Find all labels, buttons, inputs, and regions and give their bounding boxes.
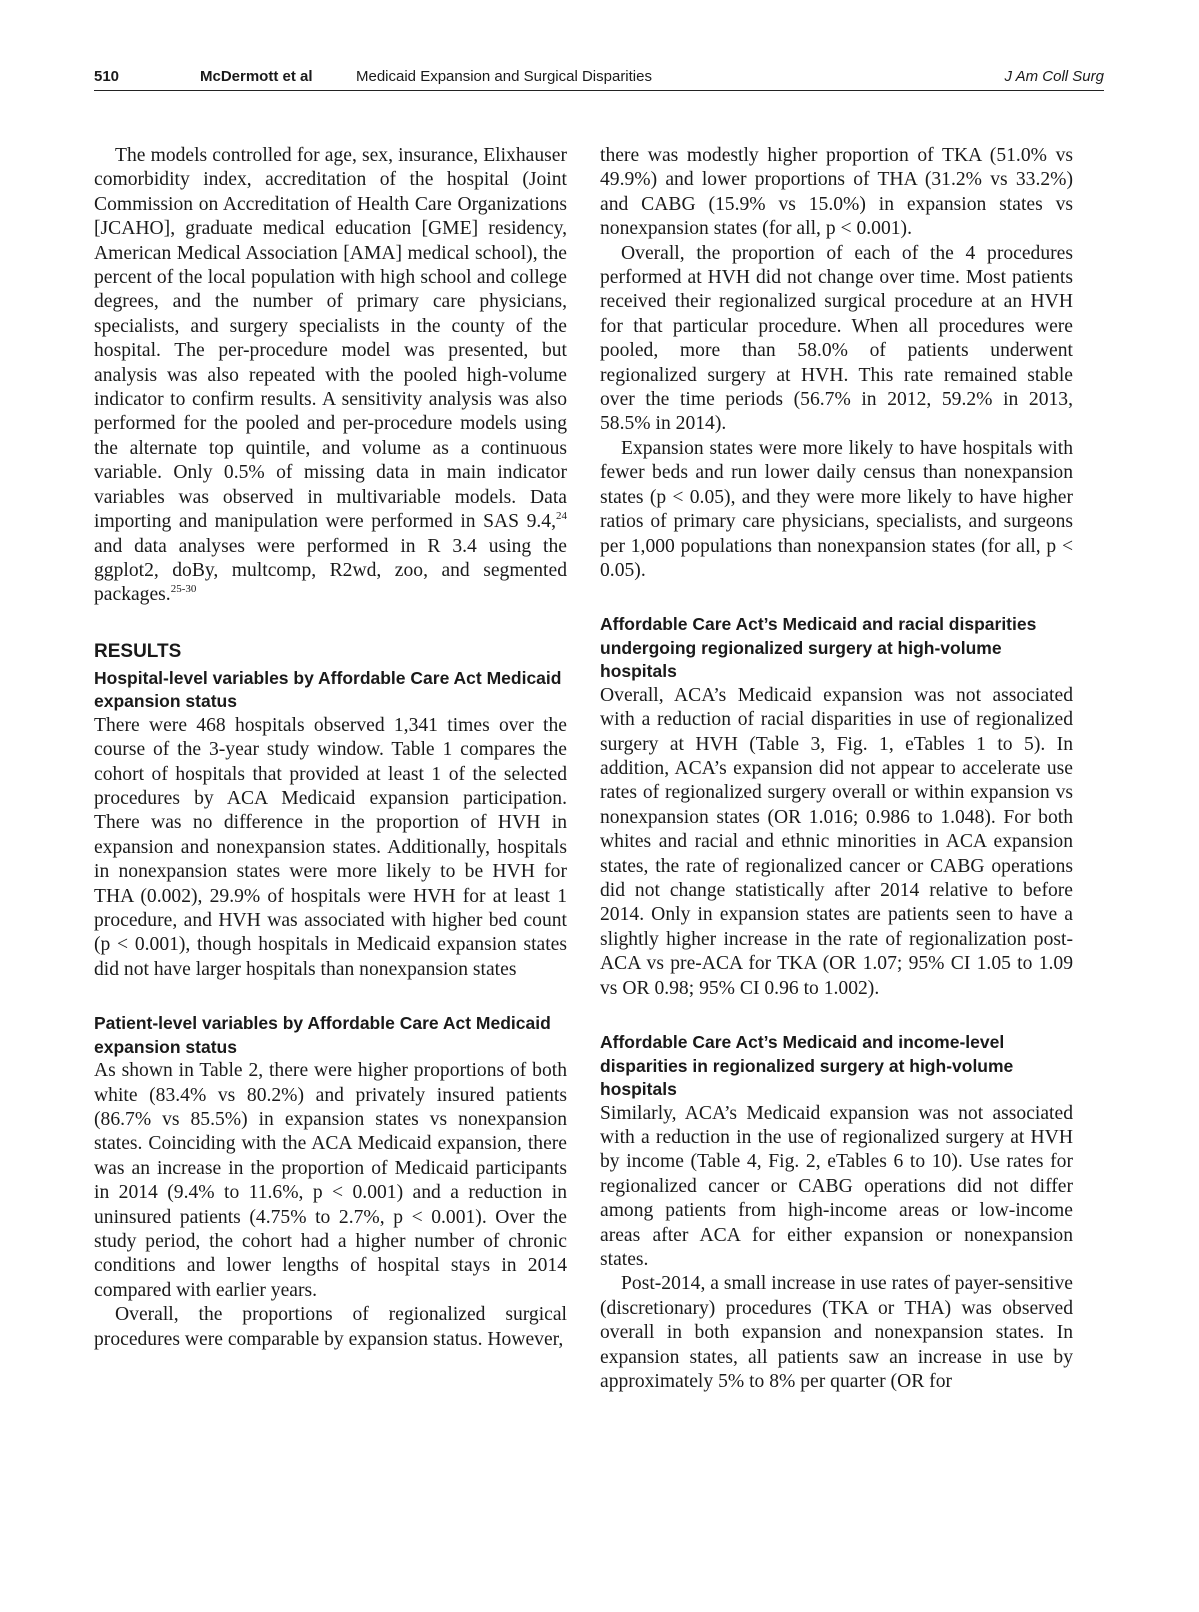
- running-head: [94, 68, 1104, 91]
- paragraph-overall-proportions-continued: there was modestly higher proportion of TKA (51.0% vs 49.9%) and lower proportions of THA (31.2% vs 33.2%) and CABG (15.9% vs 15.0%) in expansion states vs nonexpansion states (for all, p < 0.001).: [600, 145, 1073, 240]
- paragraph-racial-disparities: Overall, ACA’s Medicaid expansion was not associated with a reduction of racial disparities in use of regionalized surgery at HVH (Table 3, Fig. 1, eTables 1 to 5). In addition, ACA’s expansion did not appear to accelerate use rates of regionalized surgery overall or within expansion vs nonexpansion states (OR 1.016; 0.986 to 1.048). For both whites and racial and ethnic minorities in ACA expansion states, the rate of regionalized cancer or CABG operations did not change statistically after 2014 relative to before 2014. Only in expansion states are patients seen to have a slightly higher increase in the rate of regionalization post-ACA vs pre-ACA for TKA (OR 1.07; 95% CI 1.05 to 1.09 vs OR 0.98; 95% CI 0.96 to 1.002).: [600, 684, 1073, 999]
- results-heading: RESULTS: [94, 640, 182, 662]
- journal-name: J Am Coll Surg: [1004, 68, 1104, 85]
- page-number: 510: [94, 68, 120, 85]
- paragraph-expansion-beds: Expansion states were more likely to have hospitals with fewer beds and run lower daily census than nonexpansion states (p < 0.05), and they were more likely to have higher ratios of primary care physicians, specialists, and surgeons per 1,000 populations than nonexpansion states (for all, p < 0.05).: [600, 437, 1073, 581]
- paragraph-patient-level: As shown in Table 2, there were higher proportions of both white (83.4% vs 80.2%) and privately insured patients (86.7% vs 85.5%) in expansion states vs nonexpansion states. Coinciding with the ACA Medicaid expansion, there was an increase in the proportion of Medicaid participants in 2014 (9.4% to 11.6%, p < 0.001) and a reduction in uninsured patients (4.75% to 2.7%, p < 0.001). Over the study period, the cohort had a higher number of chronic conditions and lower lengths of hospital stays in 2014 compared with earlier years.: [94, 1060, 567, 1301]
- subheading-income-disparities: Affordable Care Act’s Medicaid and income-level disparities in regionalized surgery at high-volume hospitals: [600, 1032, 1014, 1100]
- paragraph-text: and data analyses were performed in R 3.4 using the ggplot2, doBy, multcomp, R2wd, zoo, and segmented packages.: [94, 535, 567, 606]
- paragraph-overall-proportions: Overall, the proportions of regionalized surgical procedures were comparable by expansion status. However,: [94, 1304, 567, 1350]
- paragraph-text: The models controlled for age, sex, insurance, Elixhauser comorbidity index, accreditation of the hospital (Joint Commission on Accreditation of Health Care Organizations [JCAHO], graduate medical education [GME] residency, American Medical Association [AMA] medical school), the percent of the local population with high school and college degrees, and the number of primary care physicians, specialists, and surgery specialists in the county of the hospital. The per-procedure model was presented, but analysis was also repeated with the pooled high-volume indicator to confirm results. A sensitivity analysis was also performed for the pooled and per-procedure models using the alternate top quintile, and volume as a continuous variable. Only 0.5% of missing data in main indicator variables was observed in multivariable models. Data importing and manipulation were performed in SAS 9.4,: [94, 145, 567, 533]
- subheading-patient-level: Patient-level variables by Affordable Care Act Medicaid expansion status: [94, 1013, 551, 1057]
- reference-superscript: 24: [556, 510, 567, 523]
- running-head-title: Medicaid Expansion and Surgical Disparities: [356, 68, 652, 85]
- right-column: [600, 144, 1073, 1394]
- paragraph-hvh-proportion: Overall, the proportion of each of the 4 procedures performed at HVH did not change over time. Most patients received their regionalized surgical procedure at an HVH for that particular procedure. When all procedures were pooled, more than 58.0% of patients underwent regionalized surgery at HVH. This rate remained stable over the time periods (56.7% in 2012, 59.2% in 2013, 58.5% in 2014).: [600, 242, 1073, 435]
- paragraph-hospital-level: There were 468 hospitals observed 1,341 times over the course of the 3-year study window. Table 1 compares the cohort of hospitals that provided at least 1 of the selected procedures by ACA Medicaid expansion participation. There was no difference in the proportion of HVH in expansion and nonexpansion states. Additionally, hospitals in nonexpansion states were more likely to be HVH for THA (0.002), 29.9% of hospitals were HVH for at least 1 procedure, and HVH was associated with higher bed count (p < 0.001), though hospitals in Medicaid expansion states did not have larger hospitals than nonexpansion states: [94, 714, 567, 980]
- paragraph-methods-models: [94, 144, 567, 608]
- reference-superscript: 25-30: [170, 583, 197, 596]
- running-head-authors: McDermott et al: [200, 68, 313, 85]
- subheading-hospital-level: Hospital-level variables by Affordable Care Act Medicaid expansion status: [94, 667, 562, 712]
- paragraph-post-2014: Post-2014, a small increase in use rates of payer-sensitive (discretionary) procedures (TKA or THA) was observed overall in both expansion and nonexpansion states. In expansion states, all patients saw an increase in use by approximately 5% to 8% per quarter (OR for: [600, 1273, 1073, 1393]
- subheading-racial-disparities: Affordable Care Act’s Medicaid and racial disparities undergoing regionalized surgery at high-volume hospitals: [600, 614, 1037, 682]
- paragraph-income-disparities: Similarly, ACA’s Medicaid expansion was not associated with a reduction in the use of regionalized surgery at HVH by income (Table 4, Fig. 2, eTables 6 to 10). Use rates for regionalized cancer or CABG operations did not differ among patients from high-income areas or low-income areas after ACA for either expansion or nonexpansion states.: [600, 1102, 1073, 1271]
- left-column: [94, 144, 567, 1352]
